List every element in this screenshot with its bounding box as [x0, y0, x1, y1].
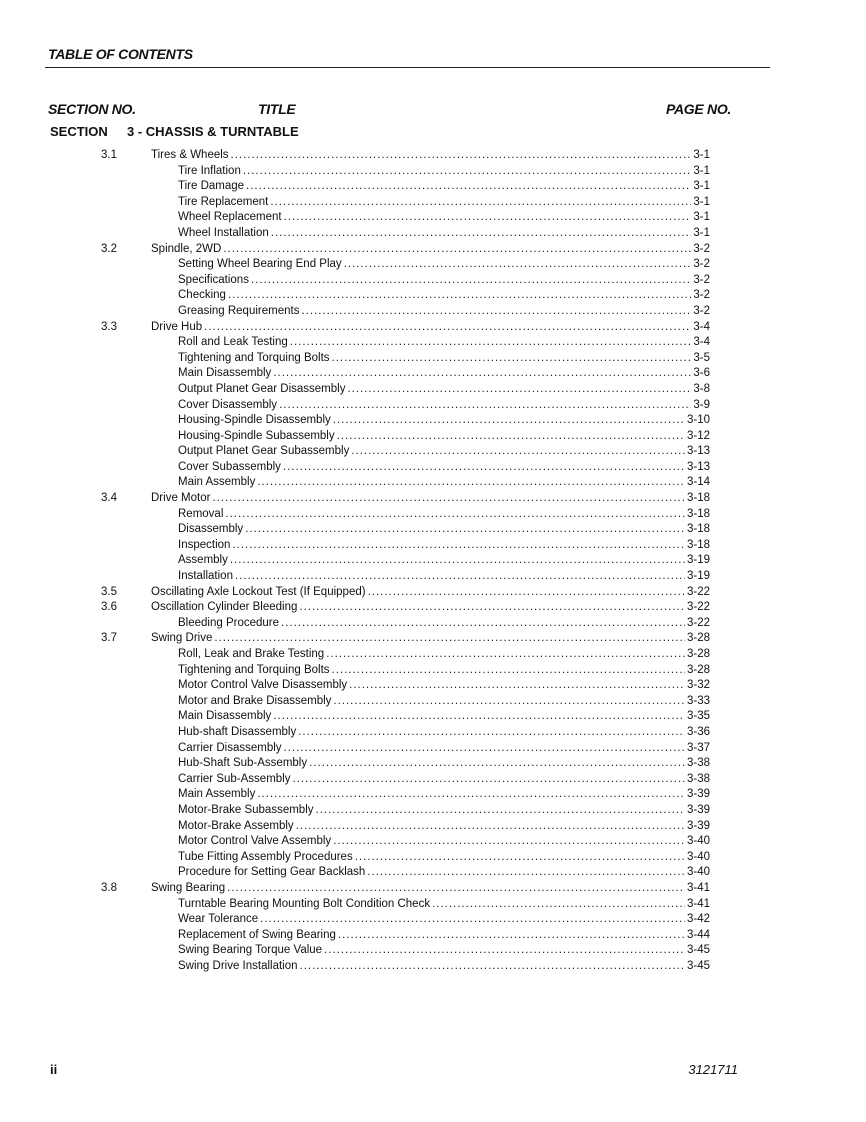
toc-subsection-row[interactable]	[0, 553, 866, 569]
toc-entry[interactable]	[178, 943, 710, 959]
toc-entry-title: Tightening and Torquing Bolts	[178, 351, 330, 364]
toc-subsection-row[interactable]	[0, 694, 866, 710]
toc-entry[interactable]	[178, 865, 710, 881]
dot-leader	[245, 522, 685, 538]
toc-entry-title: Carrier Disassembly	[178, 741, 282, 754]
toc-subsection-row[interactable]	[0, 709, 866, 725]
toc-section-number: 3.2	[101, 242, 117, 255]
toc-entry[interactable]	[151, 600, 710, 616]
toc-entry[interactable]	[178, 429, 710, 445]
toc-page-number: 3-14	[686, 476, 710, 489]
toc-entry-title: Roll and Leak Testing	[178, 336, 288, 349]
dot-leader	[228, 288, 691, 304]
dot-leader	[243, 164, 692, 180]
toc-page-number: 3-39	[686, 819, 710, 832]
toc-entry[interactable]	[178, 553, 710, 569]
toc-entry[interactable]	[178, 413, 710, 429]
toc-entry-title: Wheel Installation	[178, 226, 269, 239]
toc-entry[interactable]	[178, 709, 710, 725]
dot-leader	[212, 491, 685, 507]
toc-page-number: 3-22	[686, 601, 710, 614]
toc-page-number: 3-2	[693, 273, 710, 286]
toc-entry-title: Main Disassembly	[178, 710, 272, 723]
toc-page-number: 3-18	[686, 492, 710, 505]
toc-section-row[interactable]	[0, 631, 866, 647]
toc-section-number: 3.1	[101, 149, 117, 161]
toc-entry[interactable]	[151, 148, 710, 164]
dot-leader	[368, 585, 685, 601]
toc-page-number: 3-35	[686, 710, 710, 723]
toc-page-number: 3-28	[686, 632, 710, 645]
toc-entry-title: Bleeding Procedure	[178, 616, 280, 629]
toc-page-number: 3-40	[686, 850, 710, 863]
toc-page-number: 3-39	[686, 788, 710, 801]
toc-entry[interactable]	[178, 569, 710, 585]
toc-entry[interactable]	[178, 959, 710, 975]
toc-page-number: 3-19	[686, 554, 710, 567]
toc-page-number: 3-40	[686, 835, 710, 848]
toc-entry[interactable]	[178, 741, 710, 757]
toc-page-number: 3-4	[693, 320, 710, 333]
toc-subsection-row[interactable]	[0, 756, 866, 772]
dot-leader	[301, 304, 691, 320]
toc-page-number: 3-18	[686, 523, 710, 536]
toc-subsection-row[interactable]	[0, 335, 866, 351]
toc-entry[interactable]	[178, 507, 710, 523]
dot-leader	[300, 959, 685, 975]
toc-subsection-row[interactable]	[0, 257, 866, 273]
toc-entry[interactable]	[178, 616, 710, 632]
dot-leader	[223, 242, 691, 258]
dot-leader	[231, 148, 692, 164]
toc-entry-title: Oscillation Cylinder Bleeding	[151, 601, 298, 614]
dot-leader	[355, 850, 685, 866]
toc-page-number: 3-1	[693, 195, 710, 208]
dot-leader	[367, 865, 685, 881]
dot-leader	[214, 631, 685, 647]
dot-leader	[204, 320, 691, 336]
toc-page-number: 3-42	[686, 913, 710, 926]
toc-subsection-row[interactable]	[0, 413, 866, 429]
toc-entry[interactable]	[178, 366, 710, 382]
toc-entry-title: Specifications	[178, 273, 249, 286]
dot-leader	[432, 897, 685, 913]
toc-subsection-row[interactable]	[0, 959, 866, 975]
dot-leader	[273, 366, 691, 382]
toc-entry-title: Greasing Requirements	[178, 304, 300, 317]
toc-page-number: 3-8	[693, 382, 710, 395]
toc-page-number: 3-37	[686, 741, 710, 754]
toc-page-number: 3-2	[693, 304, 710, 317]
toc-subsection-row[interactable]	[0, 460, 866, 476]
toc-page-number: 3-28	[686, 648, 710, 660]
dot-leader	[351, 444, 685, 460]
dot-leader	[232, 538, 685, 554]
toc-page-number: 3-13	[686, 445, 710, 458]
toc-subsection-row[interactable]	[0, 398, 866, 414]
toc-subsection-row[interactable]	[0, 897, 866, 913]
toc-entry-title: Oscillating Axle Lockout Test (If Equipped)	[151, 585, 366, 598]
toc-entry-title: Main Assembly	[178, 788, 256, 801]
toc-page-number: 3-2	[693, 289, 710, 302]
toc-entry[interactable]	[178, 756, 710, 772]
toc-entry-title: Drive Motor	[151, 492, 211, 505]
dot-leader	[284, 741, 685, 757]
toc-subsection-row[interactable]	[0, 725, 866, 741]
toc-page-number: 3-32	[686, 679, 710, 692]
toc-entry[interactable]	[178, 164, 710, 180]
toc-entry-title: Output Planet Gear Subassembly	[178, 445, 350, 458]
toc-subsection-row[interactable]	[0, 164, 866, 180]
toc-entry-title: Swing Drive	[151, 632, 213, 645]
toc-page-number: 3-45	[686, 959, 710, 972]
toc-page-number: 3-6	[693, 367, 710, 380]
dot-leader	[270, 195, 691, 211]
toc-page-number: 3-41	[686, 897, 710, 910]
toc-section-row[interactable]	[0, 491, 866, 507]
title-divider	[45, 67, 770, 68]
column-header-page: PAGE NO.	[666, 101, 732, 117]
toc-section-row[interactable]	[0, 242, 866, 258]
toc-entry-title: Cover Disassembly	[178, 398, 278, 411]
toc-page-number: 3-19	[686, 570, 710, 583]
toc-section-row[interactable]	[0, 600, 866, 616]
toc-subsection-row[interactable]	[0, 507, 866, 523]
toc-entry[interactable]	[178, 928, 710, 944]
dot-leader	[333, 834, 685, 850]
section-heading	[50, 124, 299, 139]
toc-subsection-row[interactable]	[0, 787, 866, 803]
toc-section-row[interactable]	[0, 148, 866, 164]
toc-page-number: 3-10	[686, 414, 710, 427]
toc-entry-title: Housing-Spindle Disassembly	[178, 414, 331, 427]
dot-leader	[251, 273, 691, 289]
toc-entry-title: Setting Wheel Bearing End Play	[178, 258, 342, 271]
dot-leader	[271, 226, 692, 242]
toc-entry-title: Procedure for Setting Gear Backlash	[178, 866, 366, 879]
toc-entry[interactable]	[178, 398, 710, 414]
toc-entry-title: Tire Replacement	[178, 195, 269, 208]
toc-section-row[interactable]	[0, 320, 866, 336]
toc-page-number: 3-12	[686, 429, 710, 442]
toc-entry-title: Roll, Leak and Brake Testing	[178, 648, 325, 660]
dot-leader	[333, 694, 685, 710]
toc-subsection-row[interactable]	[0, 616, 866, 632]
toc-page-number: 3-2	[693, 258, 710, 271]
dot-leader	[338, 928, 685, 944]
toc-entry-title: Spindle, 2WD	[151, 242, 222, 255]
toc-entry-title: Motor-Brake Assembly	[178, 819, 294, 832]
toc-subsection-row[interactable]	[0, 210, 866, 226]
toc-entry-title: Wheel Replacement	[178, 211, 282, 224]
toc-entry[interactable]	[178, 538, 710, 554]
toc-entry-title: Swing Bearing Torque Value	[178, 944, 323, 957]
toc-entry-title: Motor and Brake Disassembly	[178, 694, 332, 707]
toc-page-number: 3-4	[693, 336, 710, 349]
section-title: 3 - CHASSIS & TURNTABLE	[127, 124, 299, 139]
toc-subsection-row[interactable]	[0, 273, 866, 289]
toc-entry-title: Inspection	[178, 538, 231, 551]
dot-leader	[309, 756, 685, 772]
toc-entry[interactable]	[178, 834, 710, 850]
toc-entry[interactable]	[151, 585, 710, 601]
toc-entry[interactable]	[178, 273, 710, 289]
toc-subsection-row[interactable]	[0, 663, 866, 679]
toc-subsection-row[interactable]	[0, 912, 866, 928]
toc-page-number: 3-13	[686, 460, 710, 473]
dot-leader	[324, 943, 685, 959]
toc-page-number: 3-38	[686, 772, 710, 785]
toc-entry[interactable]	[151, 631, 710, 647]
toc-subsection-row[interactable]	[0, 803, 866, 819]
dot-leader	[349, 678, 685, 694]
toc-list	[0, 148, 866, 974]
toc-page-number: 3-38	[686, 757, 710, 770]
toc-entry[interactable]	[151, 491, 710, 507]
dot-leader	[227, 881, 685, 897]
toc-entry[interactable]	[178, 850, 710, 866]
column-header-title: TITLE	[258, 101, 296, 117]
toc-entry[interactable]	[178, 772, 710, 788]
toc-entry[interactable]	[178, 912, 710, 928]
toc-page-number: 3-36	[686, 725, 710, 738]
toc-entry-title: Replacement of Swing Bearing	[178, 928, 336, 941]
toc-entry[interactable]	[178, 351, 710, 367]
toc-subsection-row[interactable]	[0, 382, 866, 398]
toc-page-number: 3-1	[693, 164, 710, 177]
toc-entry[interactable]	[178, 304, 710, 320]
toc-entry[interactable]	[178, 522, 710, 538]
dot-leader	[347, 382, 691, 398]
toc-page-number: 3-18	[686, 507, 710, 520]
toc-entry[interactable]	[178, 678, 710, 694]
toc-page-number: 3-1	[693, 211, 710, 224]
toc-entry[interactable]	[178, 382, 710, 398]
toc-subsection-row[interactable]	[0, 819, 866, 835]
footer-document-number: 3121711	[688, 1062, 738, 1077]
toc-subsection-row[interactable]	[0, 429, 866, 445]
dot-leader	[257, 787, 685, 803]
dot-leader	[337, 429, 685, 445]
toc-section-number: 3.5	[101, 585, 117, 598]
dot-leader	[290, 335, 692, 351]
section-label: SECTION	[50, 124, 108, 139]
dot-leader	[281, 616, 685, 632]
toc-section-number: 3.8	[101, 881, 117, 894]
toc-page-number: 3-2	[693, 242, 710, 255]
toc-subsection-row[interactable]	[0, 195, 866, 211]
toc-entry-title: Hub-shaft Disassembly	[178, 725, 297, 738]
toc-entry-title: Main Assembly	[178, 476, 256, 489]
dot-leader	[283, 460, 685, 476]
toc-entry[interactable]	[178, 647, 710, 663]
dot-leader	[273, 709, 685, 725]
toc-entry-title: Tightening and Torquing Bolts	[178, 663, 330, 676]
toc-page-number: 3-1	[693, 226, 710, 239]
toc-page-number: 3-1	[693, 149, 710, 161]
toc-entry[interactable]	[178, 179, 710, 195]
toc-entry[interactable]	[178, 335, 710, 351]
toc-subsection-row[interactable]	[0, 569, 866, 585]
toc-entry-title: Main Disassembly	[178, 367, 272, 380]
toc-entry[interactable]	[151, 242, 710, 258]
toc-subsection-row[interactable]	[0, 850, 866, 866]
toc-page-number: 3-22	[686, 616, 710, 629]
toc-entry-title: Removal	[178, 507, 224, 520]
toc-entry[interactable]	[178, 210, 710, 226]
toc-page-number: 3-40	[686, 866, 710, 879]
toc-entry[interactable]	[178, 819, 710, 835]
toc-entry[interactable]	[178, 663, 710, 679]
toc-entry-title: Housing-Spindle Subassembly	[178, 429, 335, 442]
toc-subsection-row[interactable]	[0, 475, 866, 491]
toc-entry[interactable]	[178, 897, 710, 913]
toc-page-number: 3-39	[686, 803, 710, 816]
toc-page-number: 3-1	[693, 180, 710, 193]
toc-entry-title: Motor Control Valve Assembly	[178, 835, 332, 848]
footer-page-number: ii	[50, 1062, 58, 1077]
toc-entry-title: Drive Hub	[151, 320, 203, 333]
toc-entry[interactable]	[178, 787, 710, 803]
dot-leader	[296, 819, 685, 835]
toc-subsection-row[interactable]	[0, 351, 866, 367]
dot-leader	[332, 351, 692, 367]
toc-subsection-row[interactable]	[0, 366, 866, 382]
dot-leader	[260, 912, 685, 928]
toc-section-number: 3.4	[101, 492, 117, 505]
toc-entry[interactable]	[178, 803, 710, 819]
toc-subsection-row[interactable]	[0, 522, 866, 538]
toc-entry-title: Wear Tolerance	[178, 913, 259, 926]
toc-entry-title: Carrier Sub-Assembly	[178, 772, 291, 785]
toc-entry[interactable]	[178, 257, 710, 273]
toc-page-number: 3-5	[693, 351, 710, 364]
toc-entry-title: Disassembly	[178, 523, 244, 536]
toc-entry-title: Tires & Wheels	[151, 149, 229, 161]
dot-leader	[299, 600, 685, 616]
toc-page-number: 3-45	[686, 944, 710, 957]
toc-entry-title: Output Planet Gear Disassembly	[178, 382, 346, 395]
toc-subsection-row[interactable]	[0, 772, 866, 788]
toc-subsection-row[interactable]	[0, 304, 866, 320]
dot-leader	[225, 507, 685, 523]
dot-leader	[257, 475, 685, 491]
toc-entry[interactable]	[151, 320, 710, 336]
toc-subsection-row[interactable]	[0, 444, 866, 460]
toc-subsection-row[interactable]	[0, 538, 866, 554]
toc-entry[interactable]	[151, 881, 710, 897]
dot-leader	[279, 398, 691, 414]
toc-subsection-row[interactable]	[0, 834, 866, 850]
toc-page-number: 3-22	[686, 585, 710, 598]
toc-section-row[interactable]	[0, 881, 866, 897]
toc-subsection-row[interactable]	[0, 741, 866, 757]
toc-entry-title: Tire Damage	[178, 180, 245, 193]
toc-section-number: 3.3	[101, 320, 117, 333]
dot-leader	[235, 569, 685, 585]
toc-entry-title: Cover Subassembly	[178, 460, 281, 473]
toc-section-number: 3.7	[101, 632, 117, 645]
dot-leader	[230, 553, 685, 569]
dot-leader	[326, 647, 685, 663]
toc-entry-title: Tire Inflation	[178, 164, 241, 177]
toc-page-number: 3-28	[686, 663, 710, 676]
toc-entry-title: Checking	[178, 289, 226, 302]
page-title: TABLE OF CONTENTS	[48, 46, 193, 62]
toc-section-number: 3.6	[101, 601, 117, 614]
toc-subsection-row[interactable]	[0, 288, 866, 304]
toc-subsection-row[interactable]	[0, 647, 866, 663]
toc-entry-title: Motor Control Valve Disassembly	[178, 679, 348, 692]
toc-entry-title: Tube Fitting Assembly Procedures	[178, 850, 353, 863]
dot-leader	[332, 663, 685, 679]
dot-leader	[292, 772, 684, 788]
toc-entry-title: Motor-Brake Subassembly	[178, 803, 314, 816]
dot-leader	[298, 725, 685, 741]
column-header-section: SECTION NO.	[48, 101, 136, 117]
toc-entry[interactable]	[178, 694, 710, 710]
toc-entry[interactable]	[178, 195, 710, 211]
toc-page-number: 3-44	[686, 928, 710, 941]
toc-entry[interactable]	[178, 460, 710, 476]
toc-entry-title: Swing Drive Installation	[178, 959, 298, 972]
toc-section-row[interactable]	[0, 585, 866, 601]
toc-entry[interactable]	[178, 475, 710, 491]
toc-entry-title: Hub-Shaft Sub-Assembly	[178, 757, 308, 770]
toc-subsection-row[interactable]	[0, 943, 866, 959]
dot-leader	[284, 210, 692, 226]
toc-subsection-row[interactable]	[0, 928, 866, 944]
toc-entry[interactable]	[178, 725, 710, 741]
toc-subsection-row[interactable]	[0, 179, 866, 195]
dot-leader	[333, 413, 685, 429]
toc-entry-title: Assembly	[178, 554, 228, 567]
toc-entry[interactable]	[178, 288, 710, 304]
toc-entry-title: Installation	[178, 570, 233, 583]
dot-leader	[344, 257, 692, 273]
dot-leader	[316, 803, 685, 819]
toc-entry-title: Turntable Bearing Mounting Bolt Condition Check	[178, 897, 431, 910]
toc-subsection-row[interactable]	[0, 865, 866, 881]
toc-page-number: 3-18	[686, 538, 710, 551]
toc-subsection-row[interactable]	[0, 678, 866, 694]
toc-page-number: 3-41	[686, 881, 710, 894]
toc-entry[interactable]	[178, 444, 710, 460]
dot-leader	[246, 179, 691, 195]
toc-page-number: 3-33	[686, 694, 710, 707]
toc-page-number: 3-9	[693, 398, 710, 411]
toc-entry-title: Swing Bearing	[151, 881, 226, 894]
toc-entry[interactable]	[178, 226, 710, 242]
toc-subsection-row[interactable]	[0, 226, 866, 242]
